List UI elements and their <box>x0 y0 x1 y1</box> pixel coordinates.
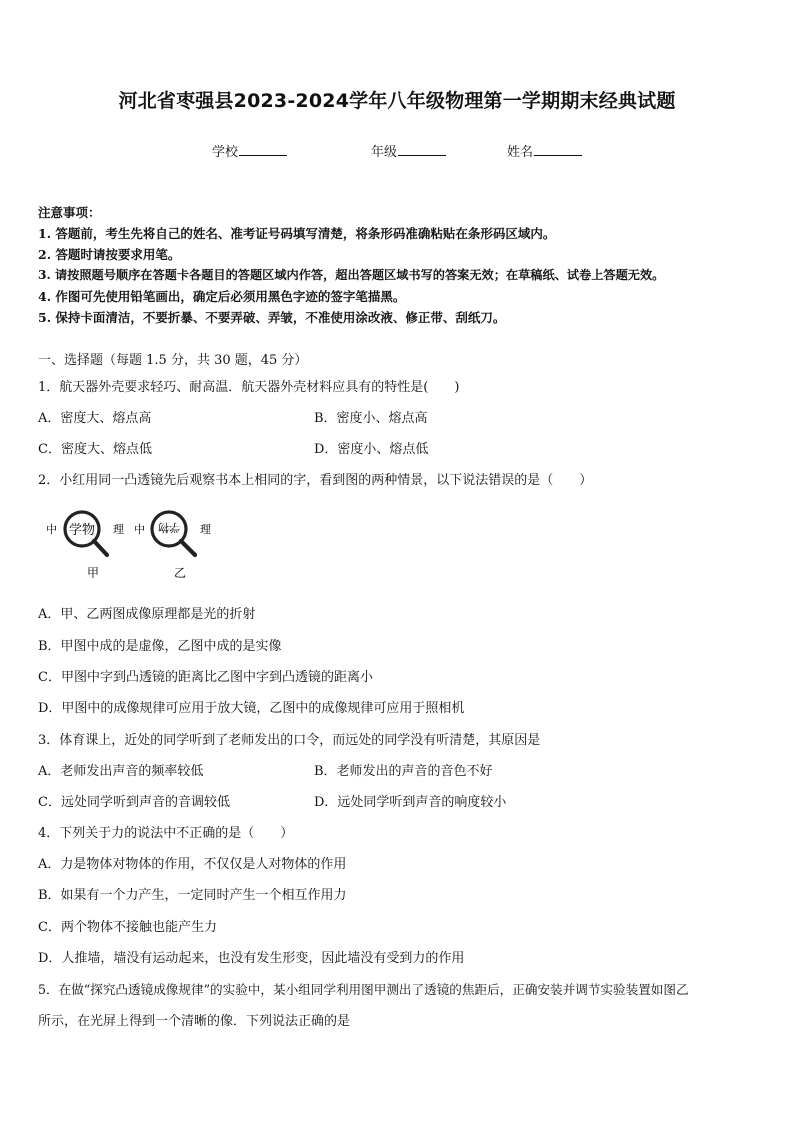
figure-left-right-word: 理 <box>113 523 124 536</box>
option-c[interactable]: C．密度大、熔点低 <box>38 442 152 457</box>
notice-item: 1. 答题前，考生先将自己的姓名、准考证号码填写清楚，将条形码准确粘贴在条形码区域内。 <box>38 226 556 241</box>
question-stem: 4．下列关于力的说法中不正确的是（ ） <box>38 826 294 841</box>
option-b[interactable]: B．老师发出的声音的音色不好 <box>314 764 493 779</box>
notice-item: 2. 答题时请按要求用笔。 <box>38 247 181 262</box>
figure-label-yi: 乙 <box>174 566 187 580</box>
name-label: 姓名 <box>507 145 534 160</box>
notice-item: 4. 作图可先使用铅笔画出，确定后必须用黑色字迹的签字笔描黑。 <box>38 289 406 304</box>
question-stem: 5．在做“探究凸透镜成像规律”的实验中，某小组同学利用图甲测出了透镜的焦距后，正确安装并调节实验装置如图乙 <box>38 982 689 997</box>
grade-label: 年级 <box>371 145 398 160</box>
magnifier-handle-left-icon <box>94 541 107 555</box>
magnifier-figure <box>40 508 230 584</box>
option-d[interactable]: D．甲图中的成像规律可应用于放大镜，乙图中的成像规律可应用于照相机 <box>38 701 465 716</box>
option-b[interactable]: B．密度小、熔点高 <box>314 411 428 426</box>
figure-right-right-word: 理 <box>200 523 211 536</box>
option-d[interactable]: D．密度小、熔点低 <box>314 442 429 457</box>
question-stem: 1．航天器外壳要求轻巧、耐高温．航天器外壳材料应具有的特性是( ) <box>38 380 460 395</box>
section-heading: 一、选择题（每题 1.5 分，共 30 题，45 分） <box>38 353 308 368</box>
figure-right-word: 中 <box>134 523 145 536</box>
notice-item: 5. 保持卡面清洁，不要折暴、不要弄破、弄皱，不准使用涂改液、修正带、刮纸刀。 <box>38 310 506 325</box>
option-a[interactable]: A．甲、乙两图成像原理都是光的折射 <box>38 607 256 622</box>
option-a[interactable]: A．老师发出声音的频率较低 <box>38 764 204 779</box>
page-title: 河北省枣强县2023-2024学年八年级物理第一学期期末经典试题 <box>118 90 676 112</box>
figure-right-lens-text: 学物 <box>158 521 180 534</box>
option-c[interactable]: C．远处同学听到声音的音调较低 <box>38 795 230 810</box>
figure-left-lens-text: 学物 <box>68 523 96 538</box>
magnifier-handle-right-icon <box>181 541 195 555</box>
school-blank[interactable] <box>239 143 287 156</box>
option-c[interactable]: C．两个物体不接触也能产生力 <box>38 920 217 935</box>
school-label: 学校 <box>212 145 239 160</box>
option-b[interactable]: B．甲图中成的是虚像，乙图中成的是实像 <box>38 639 282 654</box>
grade-blank[interactable] <box>398 143 446 156</box>
question-stem: 3．体育课上，近处的同学听到了老师发出的口令，而远处的同学没有听清楚，其原因是 <box>38 733 541 748</box>
question-stem-continued: 所示，在光屏上得到一个清晰的像．下列说法正确的是 <box>38 1014 351 1029</box>
notice-heading: 注意事项： <box>38 205 101 220</box>
option-c[interactable]: C．甲图中字到凸透镜的距离比乙图中字到凸透镜的距离小 <box>38 670 373 685</box>
grade-field[interactable] <box>371 141 446 160</box>
question-stem: 2．小红用同一凸透镜先后观察书本上相同的字，看到图的两种情景，以下说法错误的是（ ） <box>38 473 593 488</box>
option-b[interactable]: B．如果有一个力产生，一定同时产生一个相互作用力 <box>38 888 347 903</box>
name-blank[interactable] <box>534 143 582 156</box>
name-field[interactable] <box>507 141 582 160</box>
option-a[interactable]: A．力是物体对物体的作用，不仅仅是人对物体的作用 <box>38 857 347 872</box>
option-a[interactable]: A．密度大、熔点高 <box>38 411 152 426</box>
option-d[interactable]: D．人推墙，墙没有运动起来，也没有发生形变，因此墙没有受到力的作用 <box>38 951 465 966</box>
figure-label-jia: 甲 <box>87 566 100 580</box>
option-d[interactable]: D．远处同学听到声音的响度较小 <box>314 795 507 810</box>
school-field[interactable] <box>212 141 287 160</box>
figure-left-word: 中 <box>46 523 57 536</box>
notice-item: 3. 请按照题号顺序在答题卡各题目的答题区域内作答，超出答题区域书写的答案无效；在草稿纸、试卷上答题无效。 <box>38 268 665 282</box>
